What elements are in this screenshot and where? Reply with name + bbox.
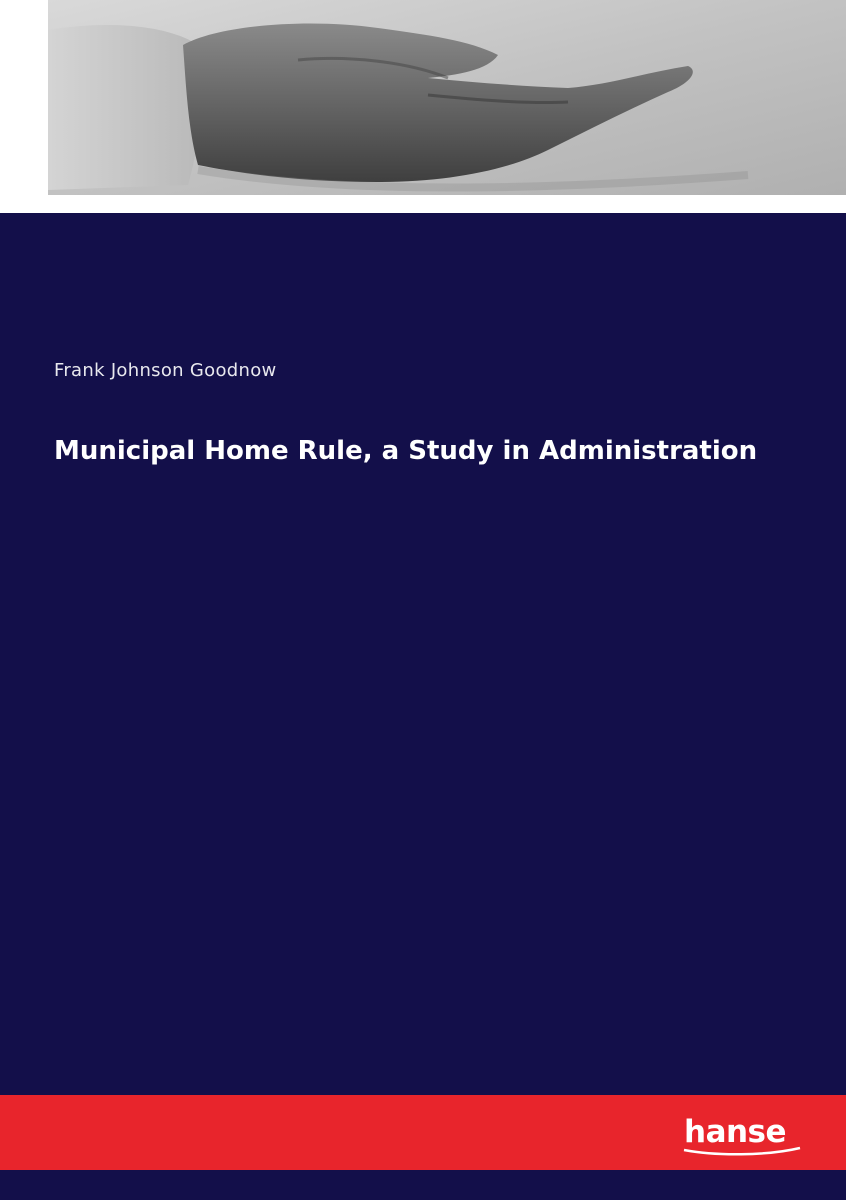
book-title: Municipal Home Rule, a Study in Administration [54,436,758,466]
hand-photo [48,0,846,195]
publisher-name: hanse [684,1114,787,1150]
author-name: Frank Johnson Goodnow [54,360,277,381]
hanse-logo [676,1110,806,1158]
bottom-band [0,1170,846,1200]
top-white-band [0,0,846,213]
